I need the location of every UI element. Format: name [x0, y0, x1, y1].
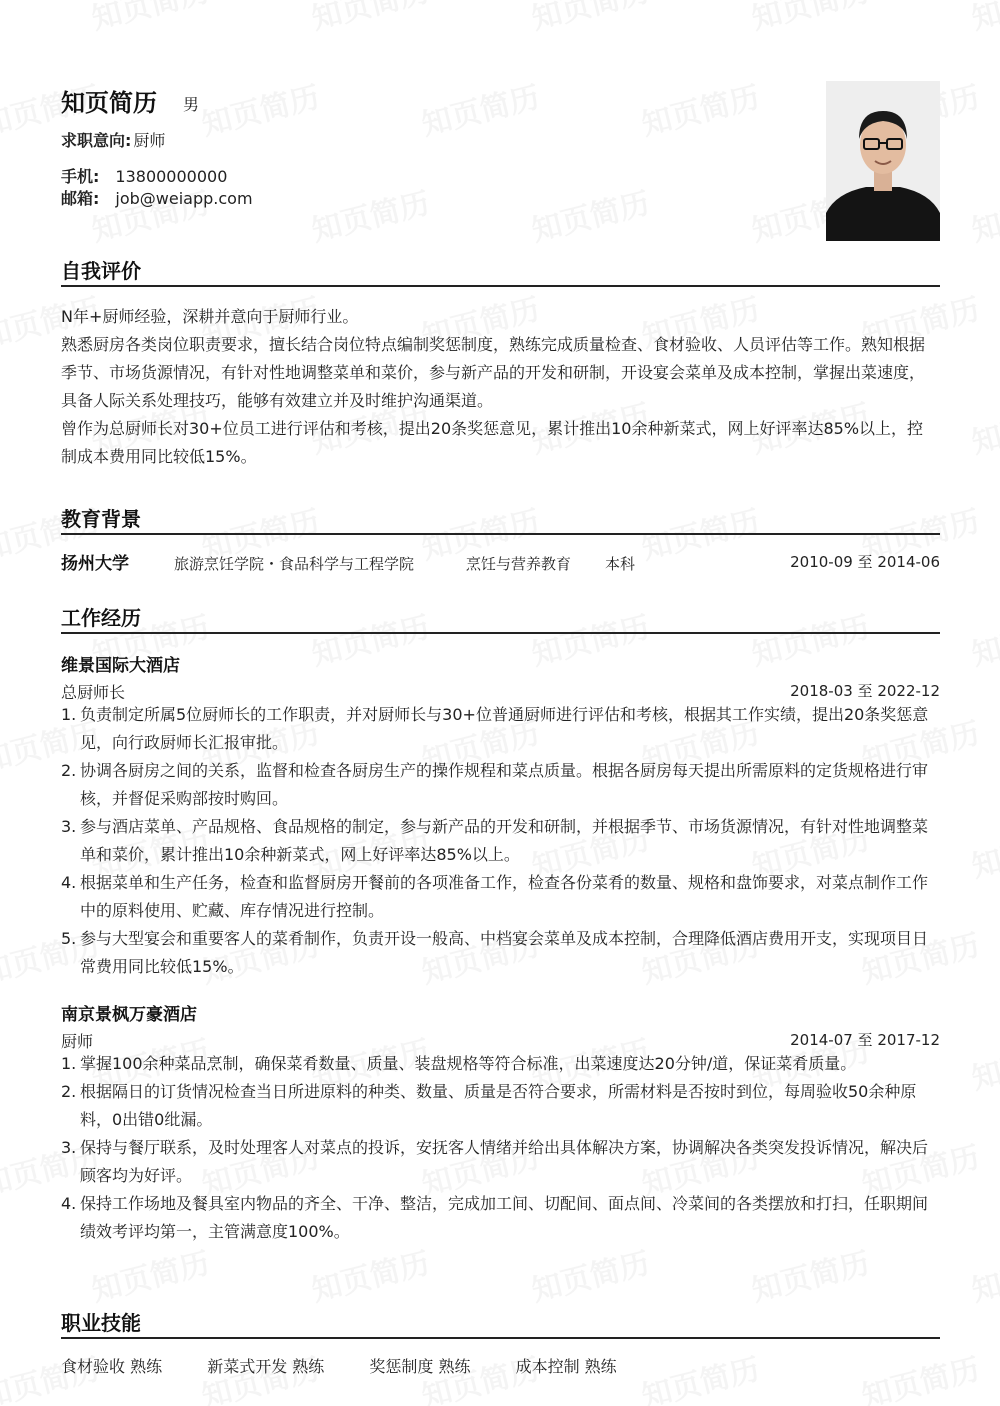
job-duty-item: 4. 保持工作场地及餐具室内物品的齐全、干净、整洁，完成加工间、切配间、面点间、冷菜间的各类摆放和打扫，任职期间绩效考评均第一，主管满意度100%。 — [61, 1194, 929, 1241]
job-duty-item: 5. 参与大型宴会和重要客人的菜肴制作，负责开设一般高、中档宴会菜单及成本控制，合理降低酒店费用开支，实现项目日常费用同比较低15%。 — [61, 929, 929, 976]
skill-item: 新菜式开发 熟练 — [207, 1357, 325, 1376]
phone-row — [61, 164, 227, 187]
section-title-skills: 职业技能 — [61, 1310, 940, 1339]
self-evaluation-paragraph: N年+厨师经验，深耕并意向于厨师行业。 — [61, 307, 359, 326]
job-duty-text: 负责制定所属5位厨师长的工作职责，并对厨师长与30+位普通厨师进行评估和考核，根据其工作实绩，提出20条奖惩意见，向行政厨师长汇报审批。 — [80, 705, 929, 752]
job-duty-item: 1. 掌握100余种菜品烹制，确保菜肴数量、质量、装盘规格等符合标准，出菜速度达20分钟/道，保证菜肴质量。 — [61, 1054, 857, 1073]
profile-photo-image — [826, 81, 940, 241]
candidate-name: 知页简历 — [61, 89, 157, 117]
job-date: 2018-03 至 2022-12 — [790, 682, 940, 700]
self-evaluation-text — [61, 303, 931, 471]
job-duty-text: 根据隔日的订货情况检查当日所进原料的种类、数量、质量是否符合要求，所需材料是否按时到位，每周验收50余种原料，0出错0纰漏。 — [80, 1082, 917, 1129]
job-role: 厨师 — [61, 1032, 94, 1051]
email-row — [61, 186, 253, 209]
job-intent-row — [61, 128, 165, 151]
self-evaluation-paragraph: 熟悉厨房各类岗位职责要求，擅长结合岗位特点编制奖惩制度，熟练完成质量检查、食材验收、人员评估等工作。熟知根据季节、市场货源情况，有针对性地调整菜单和菜价，参与新产品的开发和研制，开设宴会菜单及成本控制，掌握出菜速度，具备人际关系处理技巧，能够有效建立并及时维护沟通渠道。 — [61, 335, 926, 410]
email-value: job@weiapp.com — [115, 189, 253, 208]
job-duty-item: 2. 根据隔日的订货情况检查当日所进原料的种类、数量、质量是否符合要求，所需材料是否按时到位，每周验收50余种原料，0出错0纰漏。 — [61, 1082, 917, 1129]
profile-photo — [826, 81, 940, 241]
job-duty-text: 保持工作场地及餐具室内物品的齐全、干净、整洁，完成加工间、切配间、面点间、冷菜间的各类摆放和打扫，任职期间绩效考评均第一，主管满意度100%。 — [80, 1194, 929, 1241]
candidate-gender: 男 — [183, 95, 200, 114]
job-duty-text: 参与酒店菜单、产品规格、食品规格的制定，参与新产品的开发和研制，并根据季节、市场货源情况，有针对性地调整菜单和菜价，累计推出10余种新菜式，网上好评率达85%以上。 — [80, 817, 929, 864]
job-duties-list — [61, 701, 933, 981]
section-title-work: 工作经历 — [61, 605, 940, 634]
job-intent-label: 求职意向: — [61, 131, 132, 150]
job-duty-item: 3. 参与酒店菜单、产品规格、食品规格的制定，参与新产品的开发和研制，并根据季节、市场货源情况，有针对性地调整菜单和菜价，累计推出10余种新菜式，网上好评率达85%以上。 — [61, 817, 929, 864]
job-duty-text: 参与大型宴会和重要客人的菜肴制作，负责开设一般高、中档宴会菜单及成本控制，合理降低酒店费用开支，实现项目日常费用同比较低15%。 — [80, 929, 929, 976]
phone-value: 13800000000 — [115, 167, 228, 186]
section-title-education: 教育背景 — [61, 506, 940, 535]
skill-item: 奖惩制度 熟练 — [369, 1357, 471, 1376]
job-duty-item: 4. 根据菜单和生产任务，检查和监督厨房开餐前的各项准备工作，检查各份菜肴的数量、规格和盘饰要求，对菜点制作工作中的原料使用、贮藏、库存情况进行控制。 — [61, 873, 929, 920]
email-label: 邮箱: — [61, 189, 100, 208]
job-duty-item: 1. 负责制定所属5位厨师长的工作职责，并对厨师长与30+位普通厨师进行评估和考核，根据其工作实绩，提出20条奖惩意见，向行政厨师长汇报审批。 — [61, 705, 929, 752]
job-company: 维景国际大酒店 — [61, 656, 180, 676]
self-evaluation-paragraph: 曾作为总厨师长对30+位员工进行评估和考核，提出20条奖惩意见，累计推出10余种新菜式，网上好评率达85%以上，控制成本费用同比较低15%。 — [61, 419, 924, 466]
skills-list — [61, 1354, 657, 1377]
job-duty-text: 掌握100余种菜品烹制，确保菜肴数量、质量、装盘规格等符合标准，出菜速度达20分钟/道，保证菜肴质量。 — [80, 1054, 857, 1073]
job-duty-text: 根据菜单和生产任务，检查和监督厨房开餐前的各项准备工作，检查各份菜肴的数量、规格和盘饰要求，对菜点制作工作中的原料使用、贮藏、库存情况进行控制。 — [80, 873, 929, 920]
education-school: 扬州大学 — [61, 554, 129, 574]
education-date: 2010-09 至 2014-06 — [790, 553, 940, 571]
job-duty-item: 3. 保持与餐厅联系，及时处理客人对菜点的投诉，安抚客人情绪并给出具体解决方案，协调解决各类突发投诉情况，解决后顾客均为好评。 — [61, 1138, 929, 1185]
education-major: 烹饪与营养教育 — [466, 555, 572, 573]
skill-item: 食材验收 熟练 — [61, 1357, 163, 1376]
job-duties-list — [61, 1050, 933, 1246]
job-duty-text: 保持与餐厅联系，及时处理客人对菜点的投诉，安抚客人情绪并给出具体解决方案，协调解决各类突发投诉情况，解决后顾客均为好评。 — [80, 1138, 929, 1185]
phone-label: 手机: — [61, 167, 100, 186]
education-college: 旅游烹饪学院・食品科学与工程学院 — [174, 555, 415, 573]
job-role: 总厨师长 — [61, 683, 126, 702]
job-date: 2014-07 至 2017-12 — [790, 1031, 940, 1049]
skill-item: 成本控制 熟练 — [515, 1357, 617, 1376]
job-intent-value: 厨师 — [133, 131, 166, 150]
job-duty-item: 2. 协调各厨房之间的关系，监督和检查各厨房生产的操作规程和菜点质量。根据各厨房每天提出所需原料的定货规格进行审核，并督促采购部按时购回。 — [61, 761, 929, 808]
job-duty-text: 协调各厨房之间的关系，监督和检查各厨房生产的操作规程和菜点质量。根据各厨房每天提出所需原料的定货规格进行审核，并督促采购部按时购回。 — [80, 761, 929, 808]
job-company: 南京景枫万豪酒店 — [61, 1005, 197, 1025]
education-degree: 本科 — [605, 555, 636, 573]
section-title-self-evaluation: 自我评价 — [61, 258, 940, 287]
